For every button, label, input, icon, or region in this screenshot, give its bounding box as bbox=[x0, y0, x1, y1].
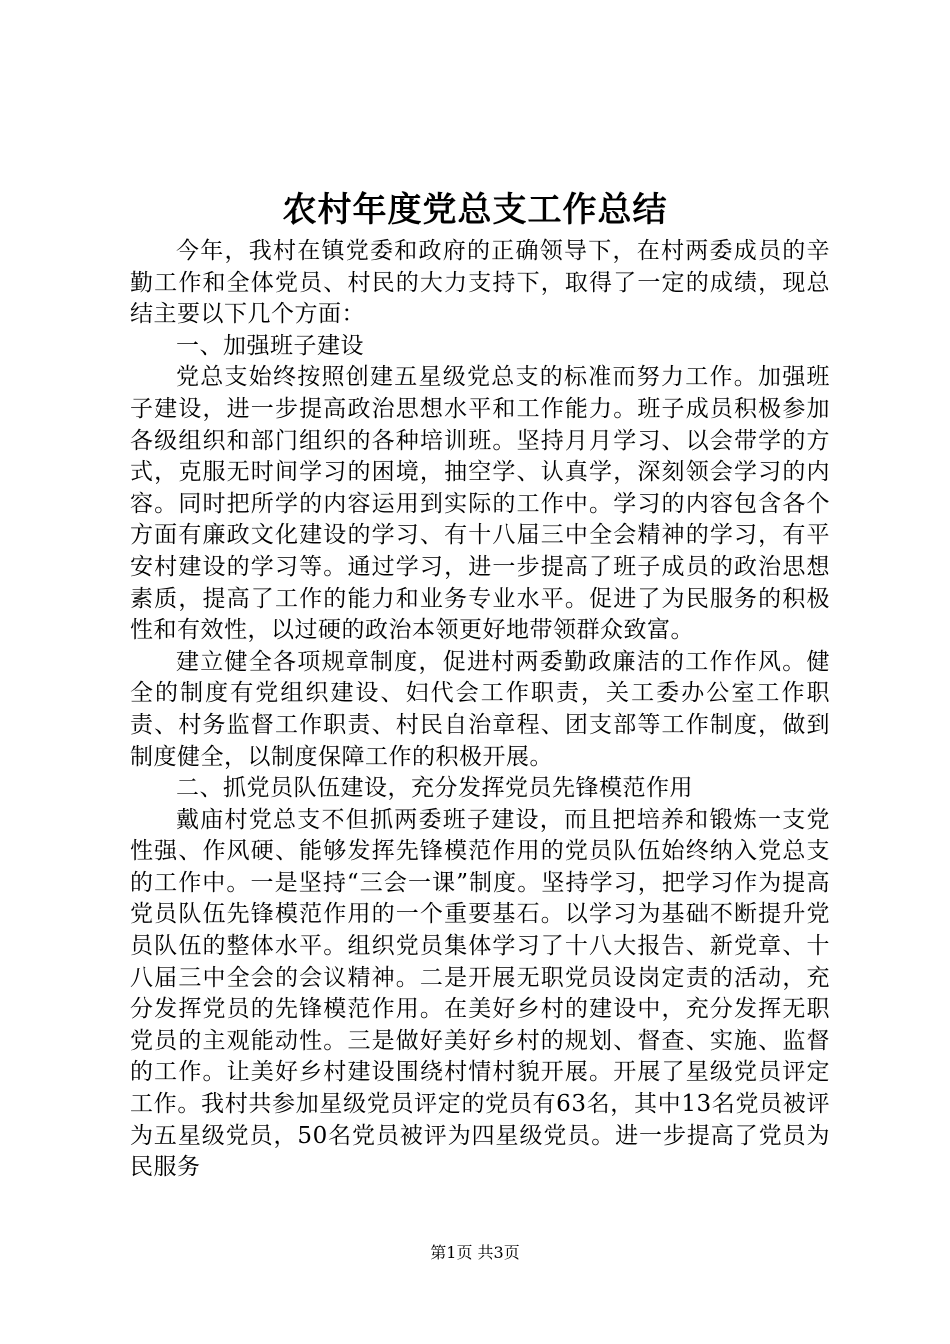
body-paragraph: 戴庙村党总支不但抓两委班子建设，而且把培养和锻炼一支党性强、作风硬、能够发挥先锋模范作用的党员队伍始终纳入党总支的工作中。一是坚持“三会一课”制度。坚持学习，把学习作为提高党员队伍先锋模范作用的一个重要基石。以学习为基础不断提升党员队伍的整体水平。组织党员集体学习了十八大报告、新党章、十八届三中全会的会议精神。二是开展无职党员设岗定责的活动，充分发挥党员的先锋模范作用。在美好乡村的建设中，充分发挥无职党员的主观能动性。三是做好美好乡村的规划、督查、实施、监督的工作。让美好乡村建设围绕村情村貌开展。开展了星级党员评定工作。我村共参加星级党员评定的党员有63名，其中13名党员被评为五星级党员，50名党员被评为四星级党员。进一步提高了党员为民服务 bbox=[130, 806, 830, 1181]
section-heading-1: 一、加强班子建设 bbox=[176, 332, 364, 359]
body-paragraph: 党总支始终按照创建五星级党总支的标准而努力工作。加强班子建设，进一步提高政治思想水平和工作能力。班子成员积极参加各级组织和部门组织的各种培训班。坚持月月学习、以会带学的方式，克服无时间学习的困境，抽空学、认真学，深刻领会学习的内容。同时把所学的内容运用到实际的工作中。学习的内容包含各个方面有廉政文化建设的学习、有十八届三中全会精神的学习，有平安村建设的学习等。通过学习，进一步提高了班子成员的政治思想素质，提高了工作的能力和业务专业水平。促进了为民服务的积极性和有效性，以过硬的政治本领更好地带领群众致富。 bbox=[130, 364, 830, 644]
document-title: 农村年度党总支工作总结 bbox=[282, 190, 668, 230]
document-body bbox=[130, 236, 830, 1184]
page-number-footer: 第1页 共3页 bbox=[430, 1243, 520, 1262]
intro-paragraph: 今年，我村在镇党委和政府的正确领导下，在村两委成员的辛勤工作和全体党员、村民的大力支持下，取得了一定的成绩，现总结主要以下几个方面： bbox=[130, 238, 830, 328]
body-paragraph: 建立健全各项规章制度，促进村两委勤政廉洁的工作作风。健全的制度有党组织建设、妇代会工作职责，关工委办公室工作职责、村务监督工作职责、村民自治章程、团支部等工作制度，做到制度健全，以制度保障工作的积极开展。 bbox=[130, 648, 830, 770]
section-heading-2: 二、抓党员队伍建设，充分发挥党员先锋模范作用 bbox=[176, 775, 693, 802]
